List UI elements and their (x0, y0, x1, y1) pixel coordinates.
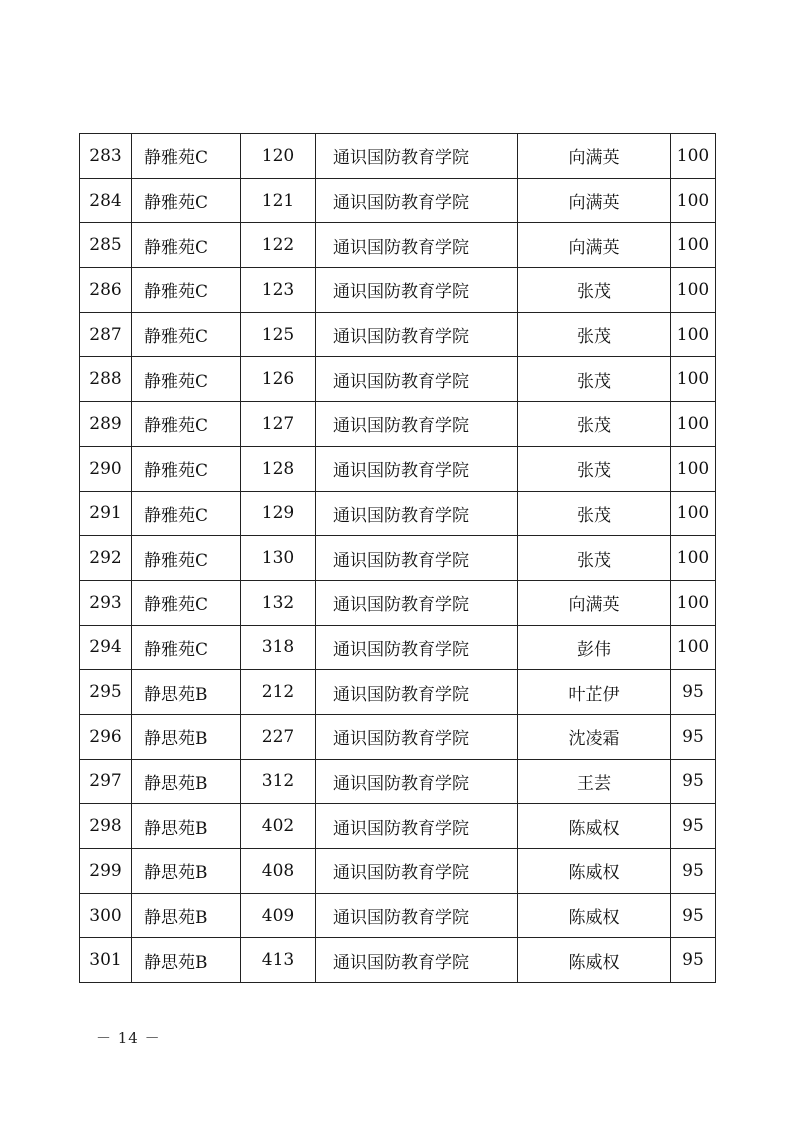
table-row (80, 536, 716, 581)
row-number-cell: 299 (80, 849, 132, 894)
responsible-person-cell: 张茂 (518, 268, 671, 313)
row-number-cell: 301 (80, 938, 132, 983)
row-number-cell: 298 (80, 804, 132, 849)
room-number-cell: 120 (241, 134, 316, 179)
responsible-person-cell: 彭伟 (518, 625, 671, 670)
row-number-cell: 292 (80, 536, 132, 581)
table-row (80, 625, 716, 670)
responsible-person-cell: 叶芷伊 (518, 670, 671, 715)
responsible-person-cell: 向满英 (518, 580, 671, 625)
building-cell: 静思苑B (132, 893, 241, 938)
score-cell: 100 (671, 625, 716, 670)
table-row (80, 893, 716, 938)
table-row (80, 759, 716, 804)
college-cell: 通识国防教育学院 (316, 714, 518, 759)
row-number-cell: 286 (80, 268, 132, 313)
room-number-cell: 312 (241, 759, 316, 804)
building-cell: 静思苑B (132, 759, 241, 804)
score-cell: 95 (671, 670, 716, 715)
row-number-cell: 289 (80, 402, 132, 447)
college-cell: 通识国防教育学院 (316, 491, 518, 536)
table-row (80, 312, 716, 357)
college-cell: 通识国防教育学院 (316, 134, 518, 179)
row-number-cell: 285 (80, 223, 132, 268)
building-cell: 静雅苑C (132, 134, 241, 179)
score-cell: 100 (671, 134, 716, 179)
responsible-person-cell: 张茂 (518, 536, 671, 581)
college-cell: 通识国防教育学院 (316, 938, 518, 983)
score-cell: 100 (671, 536, 716, 581)
room-number-cell: 402 (241, 804, 316, 849)
table-row (80, 804, 716, 849)
score-cell: 95 (671, 804, 716, 849)
table-body (80, 134, 716, 983)
row-number-cell: 296 (80, 714, 132, 759)
college-cell: 通识国防教育学院 (316, 580, 518, 625)
building-cell: 静雅苑C (132, 491, 241, 536)
score-cell: 100 (671, 178, 716, 223)
table-row (80, 849, 716, 894)
table-row (80, 446, 716, 491)
college-cell: 通识国防教育学院 (316, 223, 518, 268)
table-row (80, 134, 716, 179)
college-cell: 通识国防教育学院 (316, 357, 518, 402)
row-number-cell: 300 (80, 893, 132, 938)
college-cell: 通识国防教育学院 (316, 536, 518, 581)
page-number: － 14 － (96, 1029, 161, 1047)
responsible-person-cell: 王芸 (518, 759, 671, 804)
building-cell: 静雅苑C (132, 223, 241, 268)
building-cell: 静雅苑C (132, 402, 241, 447)
room-number-cell: 413 (241, 938, 316, 983)
responsible-person-cell: 陈威权 (518, 804, 671, 849)
score-cell: 95 (671, 938, 716, 983)
score-cell: 100 (671, 491, 716, 536)
score-cell: 100 (671, 446, 716, 491)
building-cell: 静雅苑C (132, 357, 241, 402)
table-row (80, 714, 716, 759)
room-number-cell: 409 (241, 893, 316, 938)
score-cell: 95 (671, 714, 716, 759)
responsible-person-cell: 陈威权 (518, 849, 671, 894)
building-cell: 静雅苑C (132, 178, 241, 223)
college-cell: 通识国防教育学院 (316, 893, 518, 938)
responsible-person-cell: 向满英 (518, 178, 671, 223)
college-cell: 通识国防教育学院 (316, 804, 518, 849)
row-number-cell: 295 (80, 670, 132, 715)
building-cell: 静思苑B (132, 714, 241, 759)
row-number-cell: 284 (80, 178, 132, 223)
row-number-cell: 297 (80, 759, 132, 804)
building-cell: 静雅苑C (132, 580, 241, 625)
row-number-cell: 287 (80, 312, 132, 357)
room-number-cell: 130 (241, 536, 316, 581)
responsible-person-cell: 张茂 (518, 312, 671, 357)
college-cell: 通识国防教育学院 (316, 312, 518, 357)
room-number-cell: 122 (241, 223, 316, 268)
room-number-cell: 132 (241, 580, 316, 625)
responsible-person-cell: 张茂 (518, 446, 671, 491)
score-cell: 95 (671, 849, 716, 894)
college-cell: 通识国防教育学院 (316, 268, 518, 313)
building-cell: 静思苑B (132, 938, 241, 983)
table-row (80, 223, 716, 268)
row-number-cell: 293 (80, 580, 132, 625)
score-cell: 100 (671, 402, 716, 447)
room-number-cell: 121 (241, 178, 316, 223)
room-number-cell: 123 (241, 268, 316, 313)
building-cell: 静雅苑C (132, 446, 241, 491)
room-number-cell: 227 (241, 714, 316, 759)
responsible-person-cell: 张茂 (518, 357, 671, 402)
table-row (80, 357, 716, 402)
row-number-cell: 283 (80, 134, 132, 179)
building-cell: 静雅苑C (132, 536, 241, 581)
table-row (80, 491, 716, 536)
score-cell: 100 (671, 312, 716, 357)
college-cell: 通识国防教育学院 (316, 625, 518, 670)
table-row (80, 938, 716, 983)
score-cell: 95 (671, 893, 716, 938)
room-number-cell: 318 (241, 625, 316, 670)
room-number-cell: 126 (241, 357, 316, 402)
responsible-person-cell: 陈威权 (518, 938, 671, 983)
building-cell: 静思苑B (132, 670, 241, 715)
responsible-person-cell: 张茂 (518, 402, 671, 447)
room-number-cell: 129 (241, 491, 316, 536)
room-number-cell: 125 (241, 312, 316, 357)
score-cell: 100 (671, 357, 716, 402)
responsible-person-cell: 陈威权 (518, 893, 671, 938)
building-cell: 静思苑B (132, 804, 241, 849)
college-cell: 通识国防教育学院 (316, 759, 518, 804)
row-number-cell: 288 (80, 357, 132, 402)
table-row (80, 178, 716, 223)
table-row (80, 670, 716, 715)
table-row (80, 580, 716, 625)
room-number-cell: 212 (241, 670, 316, 715)
building-cell: 静雅苑C (132, 312, 241, 357)
dormitory-score-table (79, 133, 716, 983)
college-cell: 通识国防教育学院 (316, 670, 518, 715)
building-cell: 静思苑B (132, 849, 241, 894)
table-row (80, 402, 716, 447)
row-number-cell: 290 (80, 446, 132, 491)
score-cell: 100 (671, 268, 716, 313)
score-cell: 100 (671, 223, 716, 268)
score-cell: 100 (671, 580, 716, 625)
responsible-person-cell: 向满英 (518, 134, 671, 179)
responsible-person-cell: 沈凌霜 (518, 714, 671, 759)
room-number-cell: 127 (241, 402, 316, 447)
room-number-cell: 128 (241, 446, 316, 491)
college-cell: 通识国防教育学院 (316, 446, 518, 491)
responsible-person-cell: 张茂 (518, 491, 671, 536)
building-cell: 静雅苑C (132, 625, 241, 670)
score-cell: 95 (671, 759, 716, 804)
row-number-cell: 294 (80, 625, 132, 670)
table-row (80, 268, 716, 313)
responsible-person-cell: 向满英 (518, 223, 671, 268)
college-cell: 通识国防教育学院 (316, 849, 518, 894)
college-cell: 通识国防教育学院 (316, 402, 518, 447)
college-cell: 通识国防教育学院 (316, 178, 518, 223)
building-cell: 静雅苑C (132, 268, 241, 313)
room-number-cell: 408 (241, 849, 316, 894)
row-number-cell: 291 (80, 491, 132, 536)
